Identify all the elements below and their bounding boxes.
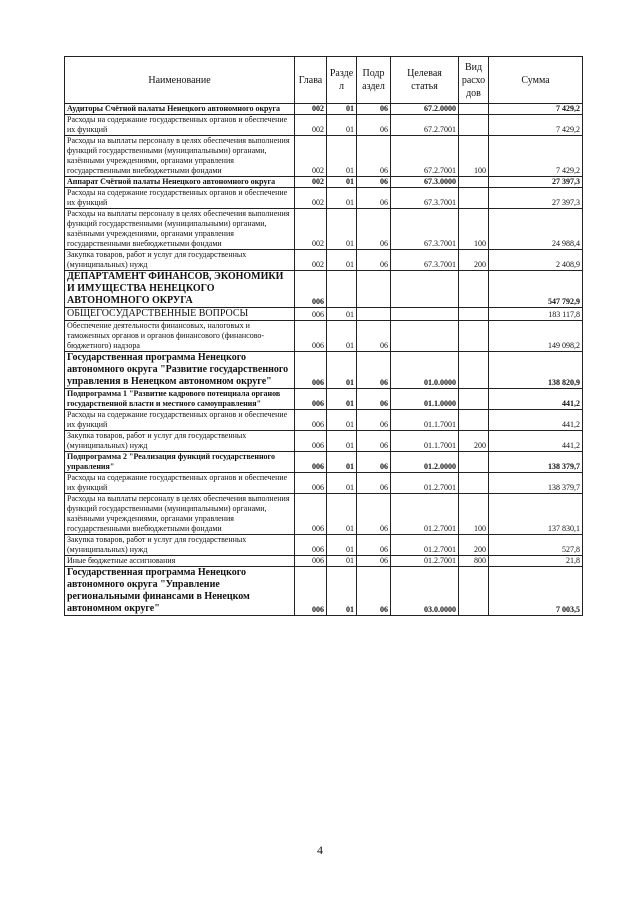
cell-razdel: 01 bbox=[327, 452, 357, 473]
table-row bbox=[65, 473, 583, 494]
cell-vid bbox=[459, 352, 489, 389]
cell-name: Иные бюджетные ассигнования bbox=[65, 556, 295, 567]
cell-vid bbox=[459, 308, 489, 321]
cell-podrazdel: 06 bbox=[357, 431, 391, 452]
cell-name: Аппарат Счётной палаты Ненецкого автономного округа bbox=[65, 177, 295, 188]
cell-podrazdel: 06 bbox=[357, 410, 391, 431]
header-razdel: Разде л bbox=[327, 57, 357, 104]
cell-glava: 002 bbox=[295, 188, 327, 209]
cell-name: Расходы на выплаты персоналу в целях обеспечения выполнения функций государственными (муниципальными) органами, казёнными учреждениями, органами управления государственными внебюджетными фондами bbox=[65, 494, 295, 535]
cell-glava: 006 bbox=[295, 271, 327, 308]
cell-glava: 006 bbox=[295, 308, 327, 321]
cell-statya bbox=[391, 308, 459, 321]
cell-vid bbox=[459, 104, 489, 115]
cell-statya: 01.2.7001 bbox=[391, 535, 459, 556]
cell-summa: 138 379,7 bbox=[489, 473, 583, 494]
cell-name: Расходы на содержание государственных органов и обеспечение их функций bbox=[65, 473, 295, 494]
cell-name: Подпрограмма 2 "Реализация функций государственного управления" bbox=[65, 452, 295, 473]
cell-summa: 27 397,3 bbox=[489, 177, 583, 188]
table-row bbox=[65, 352, 583, 389]
cell-razdel: 01 bbox=[327, 177, 357, 188]
cell-statya: 01.0.0000 bbox=[391, 352, 459, 389]
cell-statya: 01.1.7001 bbox=[391, 410, 459, 431]
cell-razdel: 01 bbox=[327, 431, 357, 452]
header-summa: Сумма bbox=[489, 57, 583, 104]
cell-summa: 7 429,2 bbox=[489, 136, 583, 177]
cell-statya: 01.2.0000 bbox=[391, 452, 459, 473]
cell-summa: 138 379,7 bbox=[489, 452, 583, 473]
cell-vid: 200 bbox=[459, 535, 489, 556]
table-row bbox=[65, 321, 583, 352]
cell-statya: 67.3.7001 bbox=[391, 209, 459, 250]
cell-glava: 006 bbox=[295, 556, 327, 567]
cell-glava: 006 bbox=[295, 431, 327, 452]
cell-summa: 527,8 bbox=[489, 535, 583, 556]
cell-summa: 2 408,9 bbox=[489, 250, 583, 271]
cell-summa: 21,8 bbox=[489, 556, 583, 567]
cell-summa: 441,2 bbox=[489, 431, 583, 452]
cell-podrazdel bbox=[357, 308, 391, 321]
cell-glava: 006 bbox=[295, 410, 327, 431]
table-row bbox=[65, 177, 583, 188]
cell-razdel: 01 bbox=[327, 321, 357, 352]
cell-statya: 67.3.7001 bbox=[391, 188, 459, 209]
cell-glava: 002 bbox=[295, 115, 327, 136]
table-row bbox=[65, 431, 583, 452]
cell-glava: 002 bbox=[295, 136, 327, 177]
table-row bbox=[65, 567, 583, 616]
cell-vid bbox=[459, 389, 489, 410]
header-vid: Вид расхо дов bbox=[459, 57, 489, 104]
cell-razdel: 01 bbox=[327, 250, 357, 271]
cell-statya: 67.2.7001 bbox=[391, 115, 459, 136]
cell-podrazdel: 06 bbox=[357, 321, 391, 352]
cell-name: Расходы на содержание государственных органов и обеспечение их функций bbox=[65, 410, 295, 431]
cell-podrazdel bbox=[357, 271, 391, 308]
cell-name: Подпрограмма 1 "Развитие кадрового потенциала органов государственной власти и местного самоуправления" bbox=[65, 389, 295, 410]
cell-vid: 100 bbox=[459, 209, 489, 250]
cell-summa: 137 830,1 bbox=[489, 494, 583, 535]
cell-vid bbox=[459, 473, 489, 494]
cell-razdel: 01 bbox=[327, 494, 357, 535]
cell-podrazdel: 06 bbox=[357, 104, 391, 115]
table-row bbox=[65, 250, 583, 271]
cell-statya: 01.2.7001 bbox=[391, 473, 459, 494]
cell-podrazdel: 06 bbox=[357, 535, 391, 556]
cell-podrazdel: 06 bbox=[357, 115, 391, 136]
cell-glava: 002 bbox=[295, 250, 327, 271]
table-row bbox=[65, 188, 583, 209]
cell-summa: 149 098,2 bbox=[489, 321, 583, 352]
cell-razdel: 01 bbox=[327, 352, 357, 389]
cell-podrazdel: 06 bbox=[357, 188, 391, 209]
cell-glava: 002 bbox=[295, 209, 327, 250]
cell-glava: 006 bbox=[295, 567, 327, 616]
cell-podrazdel: 06 bbox=[357, 209, 391, 250]
cell-razdel: 01 bbox=[327, 556, 357, 567]
cell-razdel: 01 bbox=[327, 104, 357, 115]
table-row bbox=[65, 136, 583, 177]
cell-razdel: 01 bbox=[327, 535, 357, 556]
cell-vid: 200 bbox=[459, 431, 489, 452]
cell-vid bbox=[459, 115, 489, 136]
cell-razdel: 01 bbox=[327, 308, 357, 321]
cell-statya bbox=[391, 271, 459, 308]
cell-statya: 01.2.7001 bbox=[391, 494, 459, 535]
cell-podrazdel: 06 bbox=[357, 250, 391, 271]
table-row bbox=[65, 271, 583, 308]
cell-podrazdel: 06 bbox=[357, 389, 391, 410]
header-podrazdel: Подр аздел bbox=[357, 57, 391, 104]
cell-statya: 67.2.7001 bbox=[391, 136, 459, 177]
cell-vid bbox=[459, 321, 489, 352]
cell-podrazdel: 06 bbox=[357, 567, 391, 616]
cell-summa: 138 820,9 bbox=[489, 352, 583, 389]
table-row bbox=[65, 410, 583, 431]
cell-glava: 006 bbox=[295, 473, 327, 494]
cell-glava: 006 bbox=[295, 535, 327, 556]
cell-name: Государственная программа Ненецкого автономного округа "Управление региональными финансами в Ненецком автономном округе" bbox=[65, 567, 295, 616]
cell-razdel: 01 bbox=[327, 115, 357, 136]
table-header-row bbox=[65, 57, 583, 104]
cell-summa: 24 988,4 bbox=[489, 209, 583, 250]
cell-podrazdel: 06 bbox=[357, 452, 391, 473]
cell-name: Расходы на содержание государственных органов и обеспечение их функций bbox=[65, 188, 295, 209]
cell-vid bbox=[459, 177, 489, 188]
cell-podrazdel: 06 bbox=[357, 556, 391, 567]
cell-statya: 67.3.0000 bbox=[391, 177, 459, 188]
cell-razdel bbox=[327, 271, 357, 308]
table-row bbox=[65, 209, 583, 250]
cell-vid: 200 bbox=[459, 250, 489, 271]
cell-name: ДЕПАРТАМЕНТ ФИНАНСОВ, ЭКОНОМИКИ И ИМУЩЕСТВА НЕНЕЦКОГО АВТОНОМНОГО ОКРУГА bbox=[65, 271, 295, 308]
cell-vid bbox=[459, 271, 489, 308]
cell-vid bbox=[459, 188, 489, 209]
cell-summa: 7 003,5 bbox=[489, 567, 583, 616]
cell-podrazdel: 06 bbox=[357, 177, 391, 188]
cell-name: Аудиторы Счётной палаты Ненецкого автономного округа bbox=[65, 104, 295, 115]
header-name: Наименование bbox=[65, 57, 295, 104]
cell-podrazdel: 06 bbox=[357, 494, 391, 535]
cell-razdel: 01 bbox=[327, 410, 357, 431]
cell-summa: 27 397,3 bbox=[489, 188, 583, 209]
cell-razdel: 01 bbox=[327, 136, 357, 177]
cell-razdel: 01 bbox=[327, 473, 357, 494]
header-glava: Глава bbox=[295, 57, 327, 104]
cell-name: Закупка товаров, работ и услуг для государственных (муниципальных) нужд bbox=[65, 431, 295, 452]
cell-statya bbox=[391, 321, 459, 352]
cell-name: Закупка товаров, работ и услуг для государственных (муниципальных) нужд bbox=[65, 535, 295, 556]
cell-vid bbox=[459, 410, 489, 431]
cell-razdel: 01 bbox=[327, 389, 357, 410]
table-row bbox=[65, 535, 583, 556]
cell-podrazdel: 06 bbox=[357, 136, 391, 177]
cell-glava: 006 bbox=[295, 452, 327, 473]
cell-name: Расходы на выплаты персоналу в целях обеспечения выполнения функций государственными (муниципальными) органами, казёнными учреждениями, органами управления государственными внебюджетными фондами bbox=[65, 136, 295, 177]
cell-name: Расходы на выплаты персоналу в целях обеспечения выполнения функций государственными (муниципальными) органами, казёнными учреждениями, органами управления государственными внебюджетными фондами bbox=[65, 209, 295, 250]
cell-summa: 183 117,8 bbox=[489, 308, 583, 321]
cell-vid: 800 bbox=[459, 556, 489, 567]
cell-glava: 006 bbox=[295, 352, 327, 389]
cell-statya: 67.3.7001 bbox=[391, 250, 459, 271]
cell-name: Государственная программа Ненецкого автономного округа "Развитие государственного управления в Ненецком автономном округе" bbox=[65, 352, 295, 389]
table-row bbox=[65, 389, 583, 410]
table-body bbox=[65, 104, 583, 616]
page-number: 4 bbox=[317, 843, 323, 857]
table-row bbox=[65, 115, 583, 136]
table-row bbox=[65, 452, 583, 473]
cell-vid: 100 bbox=[459, 136, 489, 177]
cell-summa: 7 429,2 bbox=[489, 104, 583, 115]
cell-podrazdel: 06 bbox=[357, 473, 391, 494]
cell-statya: 01.2.7001 bbox=[391, 556, 459, 567]
cell-statya: 01.1.7001 bbox=[391, 431, 459, 452]
cell-name: ОБЩЕГОСУДАРСТВЕННЫЕ ВОПРОСЫ bbox=[65, 308, 295, 321]
cell-glava: 002 bbox=[295, 177, 327, 188]
cell-statya: 01.1.0000 bbox=[391, 389, 459, 410]
cell-vid: 100 bbox=[459, 494, 489, 535]
cell-summa: 7 429,2 bbox=[489, 115, 583, 136]
cell-name: Закупка товаров, работ и услуг для государственных (муниципальных) нужд bbox=[65, 250, 295, 271]
budget-table bbox=[64, 56, 583, 616]
cell-summa: 547 792,9 bbox=[489, 271, 583, 308]
cell-name: Обеспечение деятельности финансовых, налоговых и таможенных органов и органов финансового (финансово-бюджетного) надзора bbox=[65, 321, 295, 352]
cell-glava: 002 bbox=[295, 104, 327, 115]
cell-razdel: 01 bbox=[327, 209, 357, 250]
table-row bbox=[65, 556, 583, 567]
table-row bbox=[65, 104, 583, 115]
cell-vid bbox=[459, 452, 489, 473]
cell-vid bbox=[459, 567, 489, 616]
cell-razdel: 01 bbox=[327, 188, 357, 209]
cell-glava: 006 bbox=[295, 494, 327, 535]
cell-podrazdel: 06 bbox=[357, 352, 391, 389]
cell-glava: 006 bbox=[295, 321, 327, 352]
cell-summa: 441,2 bbox=[489, 410, 583, 431]
table-row bbox=[65, 308, 583, 321]
cell-razdel: 01 bbox=[327, 567, 357, 616]
cell-statya: 03.0.0000 bbox=[391, 567, 459, 616]
table-row bbox=[65, 494, 583, 535]
cell-summa: 441,2 bbox=[489, 389, 583, 410]
cell-glava: 006 bbox=[295, 389, 327, 410]
cell-name: Расходы на содержание государственных органов и обеспечение их функций bbox=[65, 115, 295, 136]
header-statya: Целевая статья bbox=[391, 57, 459, 104]
cell-statya: 67.2.0000 bbox=[391, 104, 459, 115]
